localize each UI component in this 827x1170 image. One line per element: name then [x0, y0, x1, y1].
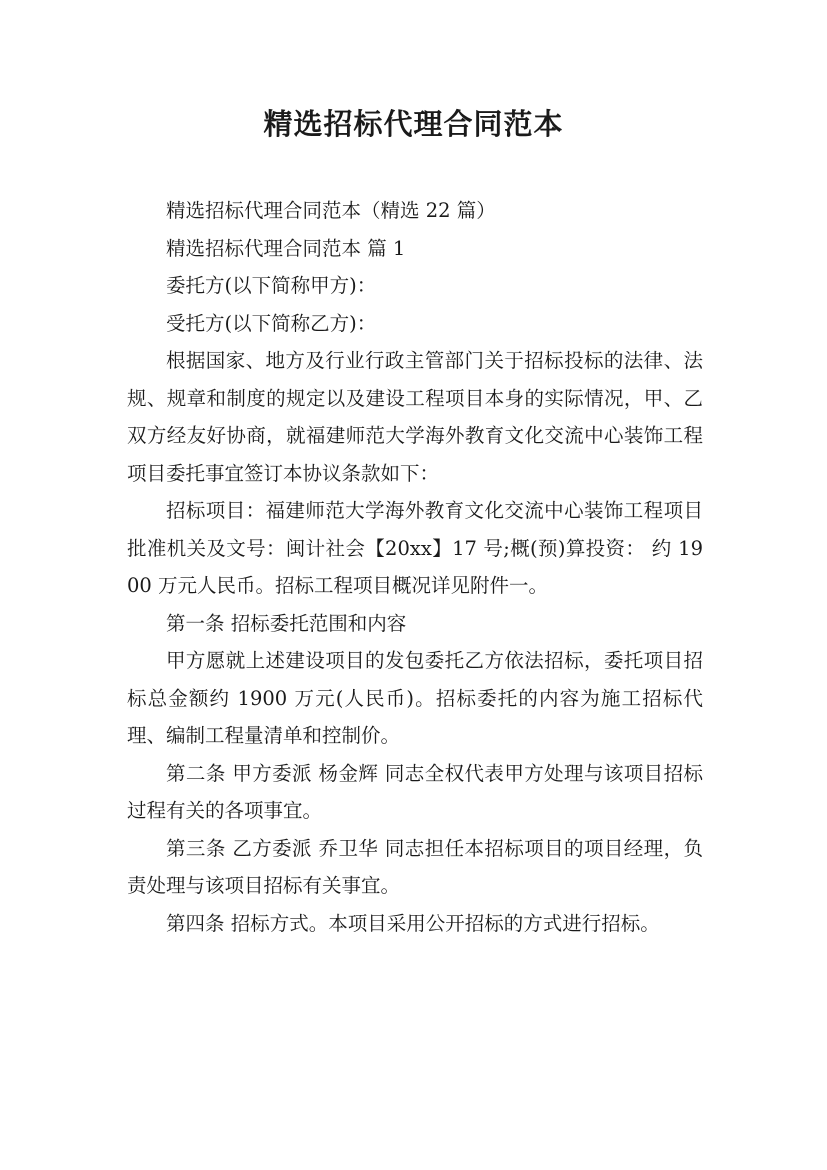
- document-title: 精选招标代理合同范本: [263, 107, 564, 141]
- paragraph-article-4: 第四条 招标方式。本项目采用公开招标的方式进行招标。: [166, 911, 660, 935]
- paragraph-section-heading: 精选招标代理合同范本 篇 1: [166, 236, 406, 260]
- paragraph-subtitle: 精选招标代理合同范本（精选 22 篇）: [166, 199, 496, 222]
- document-body: [127, 192, 703, 942]
- paragraph-party-b: 受托方(以下简称乙方)：: [166, 311, 377, 335]
- paragraph-project: 招标项目：福建师范大学海外教育文化交流中心装饰工程项目批准机关及文号：闽计社会【20xx】17 号;概(预)算投资： 约 1900 万元人民币。招标工程项目概况详见附件一。: [127, 499, 703, 597]
- paragraph-article-1-body: 甲方愿就上述建设项目的发包委托乙方依法招标，委托项目招标总金额约 1900 万元(人民币)。招标委托的内容为施工招标代理、编制工程量清单和控制价。: [127, 649, 703, 747]
- paragraph-preamble: 根据国家、地方及行业行政主管部门关于招标投标的法律、法规、规章和制度的规定以及建设工程项目本身的实际情况，甲、乙双方经友好协商，就福建师范大学海外教育文化交流中心装饰工程项目委托事宜签订本协议条款如下：: [127, 349, 703, 485]
- paragraph-article-1-heading: 第一条 招标委托范围和内容: [166, 611, 407, 635]
- paragraph-party-a: 委托方(以下简称甲方)：: [166, 274, 377, 297]
- paragraph-article-2: 第二条 甲方委派 杨金辉 同志全权代表甲方处理与该项目招标过程有关的各项事宜。: [127, 761, 703, 822]
- paragraph-article-3: 第三条 乙方委派 乔卫华 同志担任本招标项目的项目经理，负责处理与该项目招标有关事宜。: [127, 836, 703, 897]
